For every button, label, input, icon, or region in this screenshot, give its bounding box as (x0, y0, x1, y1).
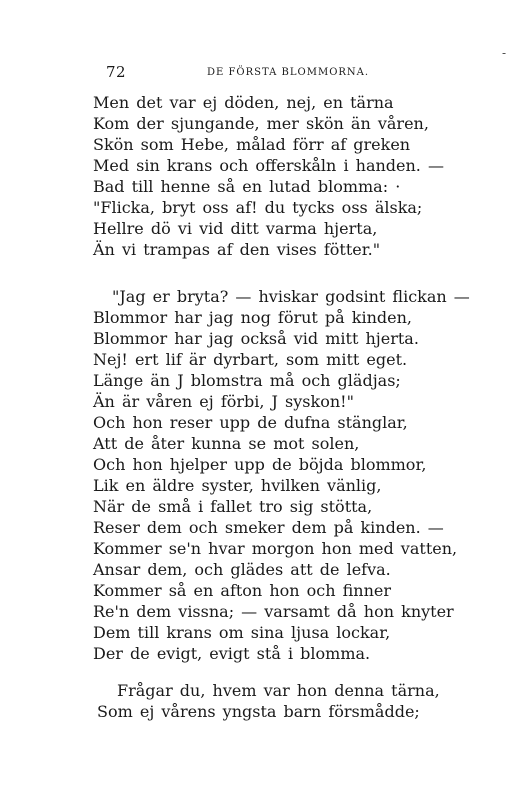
running-title: DE FÖRSTA BLOMMORNA. (207, 67, 370, 78)
verse-line: "Flicka, bryt oss af! du tycks oss älska; (93, 198, 423, 217)
verse-line: Nej! ert lif är dyrbart, som mitt eget. (93, 350, 408, 369)
verse-line: Blommor har jag nog förut på kinden, (93, 308, 412, 327)
verse-line: Kommer se'n hvar morgon hon med vatten, (93, 539, 458, 558)
verse-line: Lik en äldre syster, hvilken vänlig, (93, 476, 382, 495)
verse-line: Der de evigt, evigt stå i blomma. (93, 644, 371, 663)
verse-line: Kom der sjungande, mer skön än våren, (93, 114, 429, 133)
verse-line: Kommer så en afton hon och finner (93, 581, 392, 600)
verse-line: Med sin krans och offerskåln i handen. — (93, 156, 444, 175)
verse-line: Än vi trampas af den vises fötter." (93, 240, 381, 259)
verse-line: Och hon reser upp de dufna stänglar, (93, 413, 408, 432)
verse-line: Hellre dö vi vid ditt varma hjerta, (93, 219, 378, 238)
verse-line: Men det var ej döden, nej, en tärna (93, 93, 394, 112)
verse-line: Och hon hjelper upp de böjda blommor, (93, 455, 427, 474)
verse-line: Frågar du, hvem var hon denna tärna, (117, 681, 440, 700)
edge-mark: - (501, 46, 506, 60)
verse-line: Dem till krans om sina ljusa lockar, (93, 623, 391, 642)
verse-line: Än är våren ej förbi, J syskon!" (93, 392, 354, 411)
page-header (92, 62, 432, 82)
verse-line: Reser dem och smeker dem på kinden. — (93, 518, 444, 537)
verse-line: Länge än J blomstra må och glädjas; (93, 371, 401, 390)
verse-line: Som ej vårens yngsta barn försmådde; (97, 702, 420, 721)
verse-line: Re'n dem vissna; — varsamt då hon knyter (93, 602, 454, 621)
verse-line: Skön som Hebe, målad förr af greken (93, 135, 411, 154)
verse-line: Bad till henne så en lutad blomma: · (93, 177, 401, 196)
page-number: 72 (106, 63, 127, 81)
verse-line: När de små i fallet tro sig stötta, (93, 497, 373, 516)
verse-line: Att de åter kunna se mot solen, (93, 434, 360, 453)
verse-line: "Jag er bryta? — hviskar godsint flickan — (112, 287, 470, 306)
verse-line: Ansar dem, och glädes att de lefva. (93, 560, 391, 579)
verse-line: Blommor har jag också vid mitt hjerta. (93, 329, 419, 348)
